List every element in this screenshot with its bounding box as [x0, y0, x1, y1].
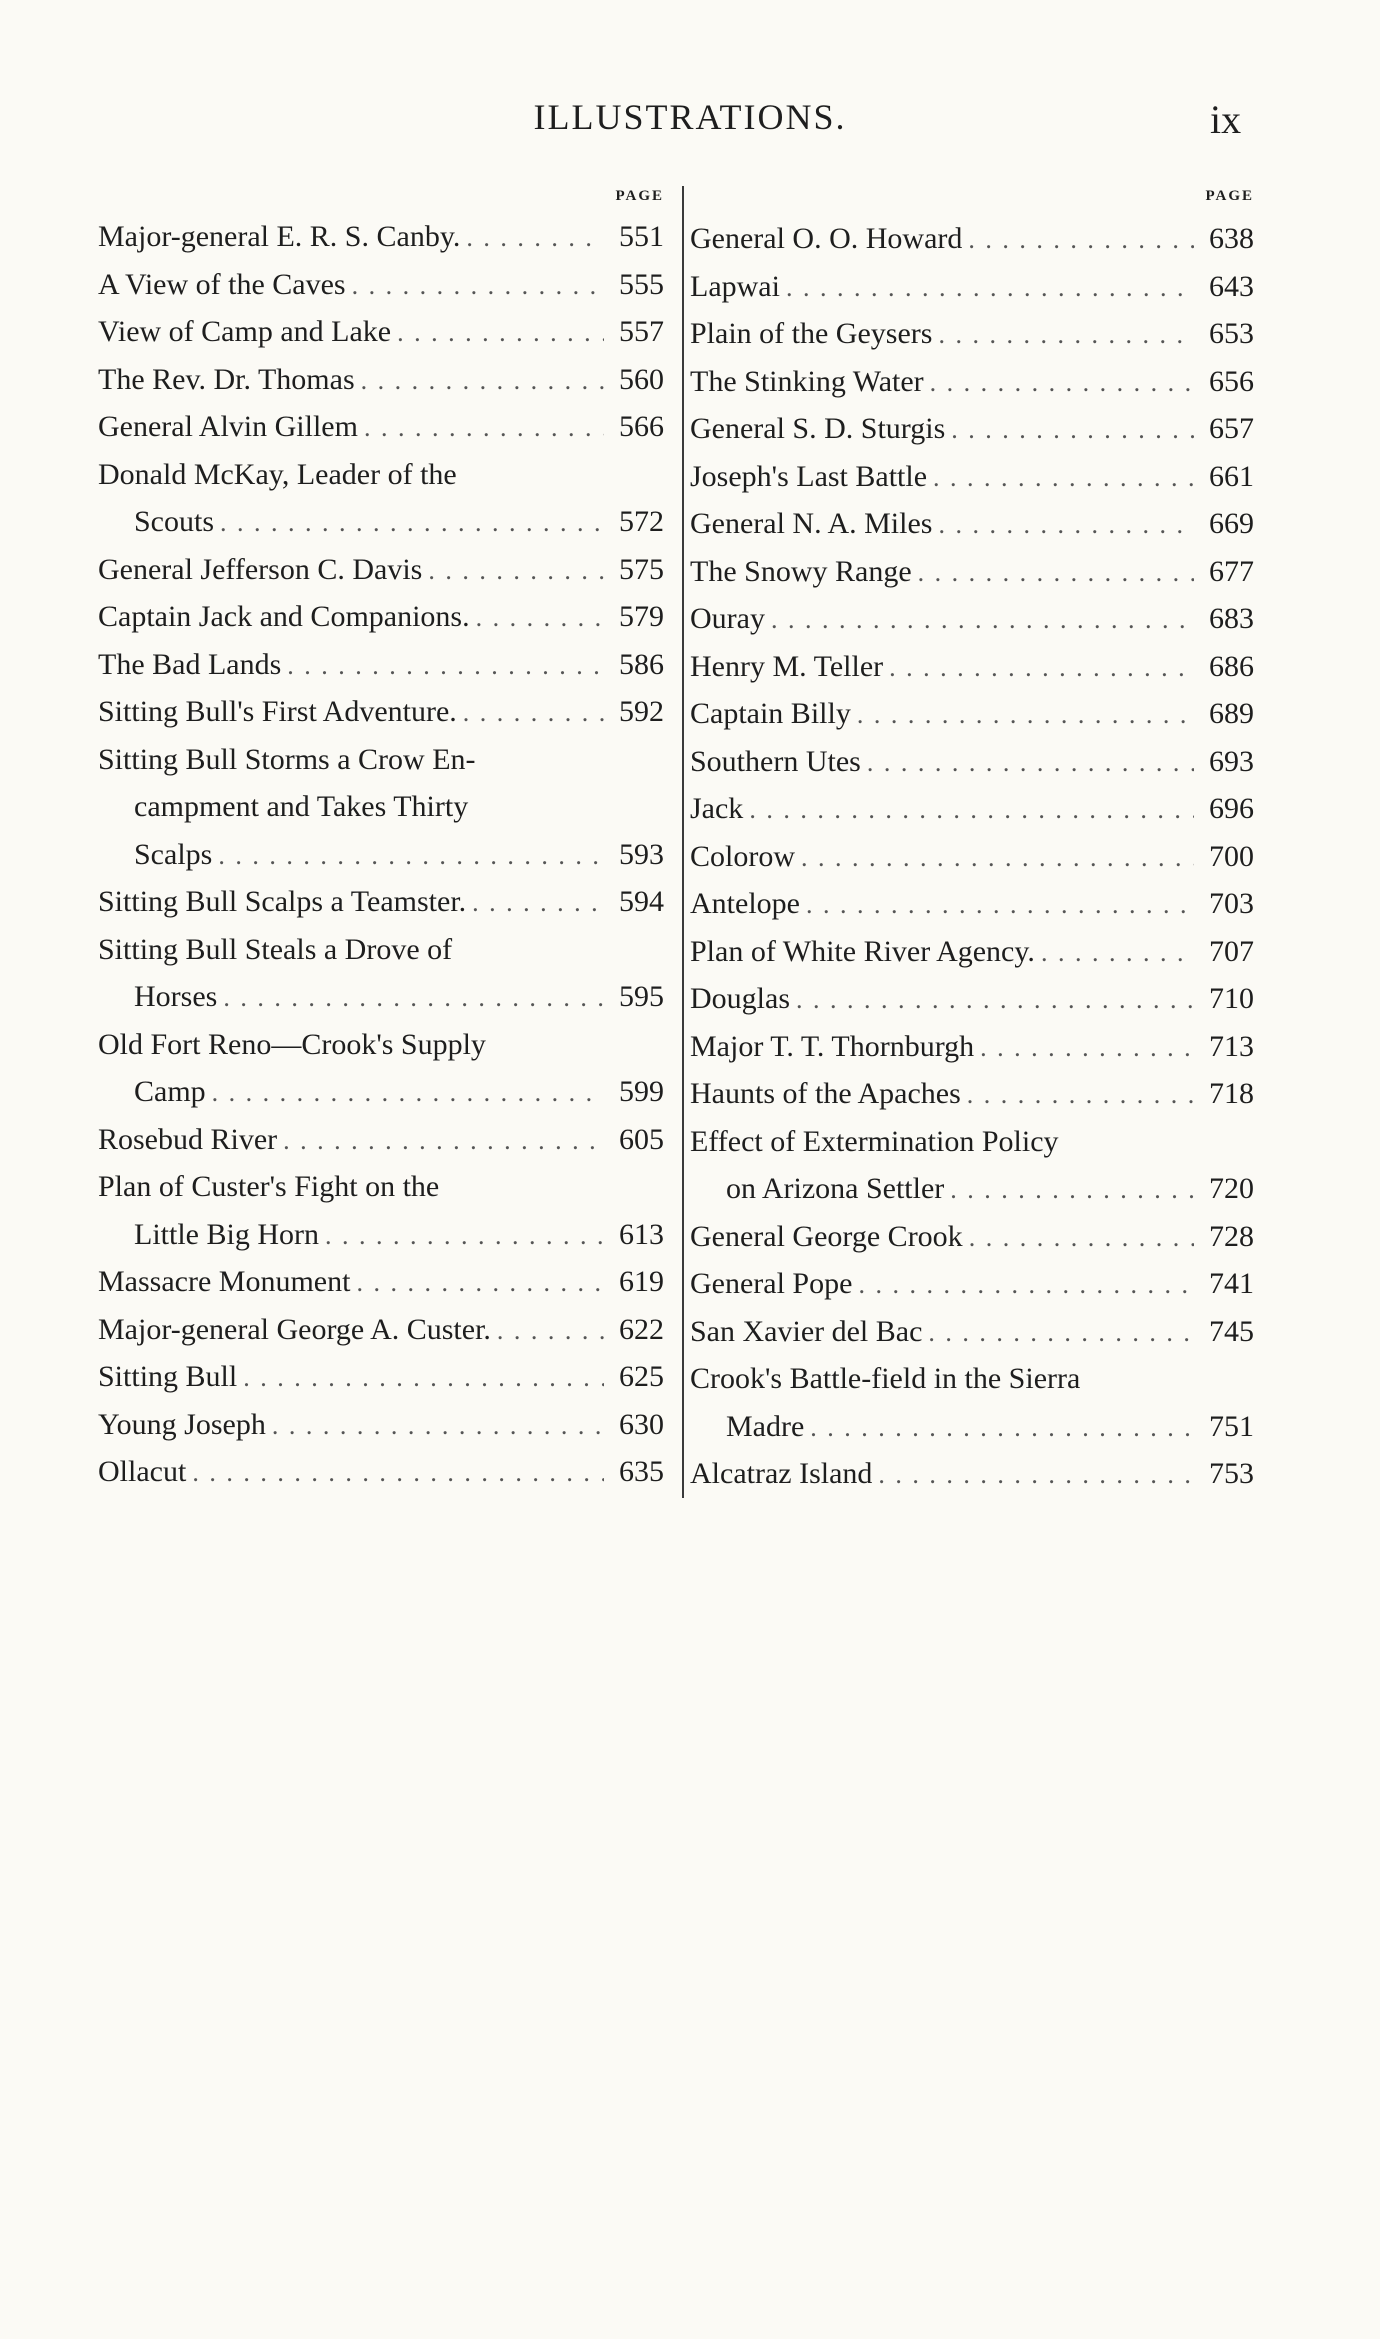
list-item — [690, 1220, 1254, 1268]
page-ref: 605 — [619, 1122, 664, 1156]
illustration-title: General Pope — [690, 1267, 853, 1300]
illustration-title: General Jefferson C. Davis — [98, 552, 423, 586]
dot-leader — [218, 841, 604, 871]
list-item — [690, 935, 1254, 983]
page-ref: 560 — [619, 362, 664, 396]
dot-leader — [428, 556, 604, 586]
dot-leader — [212, 1078, 604, 1108]
list-item — [98, 268, 664, 316]
page-header — [0, 96, 1380, 146]
page-ref: 572 — [619, 505, 664, 538]
illustration-title: Madre — [726, 1409, 805, 1443]
illustration-title: Scalps — [134, 837, 213, 871]
list-item — [98, 1455, 664, 1503]
illustration-title: Scouts — [134, 505, 215, 538]
dot-leader — [771, 605, 1194, 635]
illustration-title: Ollacut — [98, 1455, 187, 1488]
list-item — [98, 1408, 664, 1456]
dot-leader — [980, 1033, 1194, 1063]
page-ref: 586 — [619, 647, 664, 681]
illustration-title: Antelope — [690, 887, 800, 920]
list-item — [98, 1028, 664, 1076]
page-ref: 593 — [619, 837, 664, 871]
illustration-title: Camp — [134, 1075, 206, 1108]
dot-leader — [283, 1126, 604, 1156]
illustration-title: General George Crook — [690, 1219, 963, 1253]
dot-leader — [749, 795, 1194, 825]
illustration-title: General N. A. Miles — [690, 507, 933, 540]
page-ref: 613 — [619, 1217, 664, 1251]
page-ref: 625 — [619, 1360, 664, 1393]
list-item — [98, 695, 664, 743]
page-ref: 622 — [619, 1312, 664, 1346]
page-ref: 661 — [1209, 459, 1254, 493]
illustration-title: Massacre Monument — [98, 1265, 351, 1298]
page-ref: 630 — [619, 1407, 664, 1441]
right-column — [690, 188, 1254, 1505]
page-ref: 638 — [1209, 222, 1254, 255]
page-ref: 594 — [619, 885, 664, 918]
page-ref: 566 — [619, 410, 664, 443]
list-item — [690, 317, 1254, 365]
page-ref: 753 — [1209, 1457, 1254, 1490]
dot-leader — [466, 223, 604, 253]
page-ref: 703 — [1209, 887, 1254, 920]
list-item — [690, 792, 1254, 840]
page-ref: 653 — [1209, 317, 1254, 350]
list-item — [98, 1123, 664, 1171]
list-item — [98, 933, 664, 981]
illustration-title: Little Big Horn — [134, 1217, 319, 1251]
dot-leader — [472, 888, 604, 918]
list-item — [98, 838, 664, 886]
list-item — [690, 412, 1254, 460]
page-ref: 700 — [1209, 839, 1254, 873]
dot-leader — [930, 368, 1194, 398]
page-column-heading: PAGE — [615, 188, 664, 204]
illustration-title: General Alvin Gillem — [98, 410, 358, 443]
illustration-list-left — [98, 220, 664, 1503]
page-ref: 595 — [619, 980, 664, 1013]
list-item — [690, 1315, 1254, 1363]
page-ref: 677 — [1209, 554, 1254, 588]
illustration-title: Plan of Custer's Fight on the — [98, 1170, 440, 1203]
illustration-title: View of Camp and Lake — [98, 315, 392, 348]
illustration-title: Effect of Extermination Policy — [690, 1124, 1059, 1158]
illustration-title: Sitting Bull Storms a Crow En- — [98, 742, 476, 776]
illustration-title: Sitting Bull — [98, 1360, 238, 1393]
page-ref: 751 — [1209, 1409, 1254, 1443]
list-item — [98, 315, 664, 363]
list-item — [98, 1218, 664, 1266]
list-item — [690, 982, 1254, 1030]
page-ref: 669 — [1209, 507, 1254, 540]
list-item — [98, 458, 664, 506]
page-ref: 741 — [1209, 1267, 1254, 1300]
page-ref: 557 — [619, 315, 664, 348]
page-ref: 707 — [1209, 934, 1254, 968]
list-item — [690, 1030, 1254, 1078]
dot-leader — [810, 1413, 1194, 1443]
dot-leader — [497, 1316, 604, 1346]
illustration-title: Joseph's Last Battle — [690, 459, 928, 493]
illustration-title: The Rev. Dr. Thomas — [98, 362, 355, 396]
list-item — [690, 1125, 1254, 1173]
page-column-heading: PAGE — [1205, 188, 1254, 204]
illustration-title: The Bad Lands — [98, 647, 282, 681]
list-item — [98, 1313, 664, 1361]
dot-leader — [352, 271, 604, 301]
list-item — [690, 745, 1254, 793]
list-item — [98, 505, 664, 553]
page-ref: 693 — [1209, 744, 1254, 778]
dot-leader — [796, 985, 1194, 1015]
dot-leader — [272, 1411, 604, 1441]
illustration-title: Captain Jack and Companions. — [98, 600, 470, 633]
list-item — [690, 555, 1254, 603]
illustration-title: Alcatraz Island — [690, 1457, 873, 1490]
list-item — [690, 697, 1254, 745]
dot-leader — [857, 700, 1194, 730]
dot-leader — [1041, 938, 1194, 968]
page-ref: 720 — [1209, 1172, 1254, 1205]
list-item — [690, 507, 1254, 555]
dot-leader — [192, 1458, 604, 1488]
list-item — [98, 743, 664, 791]
list-item — [98, 648, 664, 696]
page-ref: 599 — [619, 1075, 664, 1108]
list-item — [98, 410, 664, 458]
dot-leader — [397, 318, 604, 348]
list-item — [690, 1267, 1254, 1315]
list-item — [690, 840, 1254, 888]
page-ref: 643 — [1209, 269, 1254, 303]
illustration-title: Young Joseph — [98, 1407, 266, 1441]
page-ref: 745 — [1209, 1314, 1254, 1348]
page-ref: 683 — [1209, 602, 1254, 635]
dot-leader — [918, 558, 1194, 588]
page-ref: 696 — [1209, 792, 1254, 825]
dot-leader — [220, 508, 604, 538]
list-item — [98, 790, 664, 838]
dot-leader — [867, 748, 1194, 778]
illustration-title: Donald McKay, Leader of the — [98, 457, 457, 491]
illustration-title: Lapwai — [690, 269, 780, 303]
list-item — [690, 1077, 1254, 1125]
page-ref: 718 — [1209, 1077, 1254, 1110]
dot-leader — [364, 413, 604, 443]
list-item — [690, 1457, 1254, 1505]
illustration-title: Captain Billy — [690, 697, 851, 730]
list-item — [98, 1075, 664, 1123]
illustration-title: A View of the Caves — [98, 267, 346, 301]
illustration-title: Major T. T. Thornburgh — [690, 1029, 975, 1063]
list-item — [690, 270, 1254, 318]
illustration-title: Horses — [134, 980, 218, 1013]
dot-leader — [476, 603, 604, 633]
page-ref: 579 — [619, 600, 664, 633]
illustration-title: on Arizona Settler — [726, 1172, 945, 1205]
illustration-title: Colorow — [690, 839, 795, 873]
page-ref: 619 — [619, 1265, 664, 1298]
page-ref: 592 — [619, 695, 664, 728]
illustration-title: General S. D. Sturgis — [690, 412, 946, 445]
illustration-title: San Xavier del Bac — [690, 1314, 923, 1348]
list-item — [690, 222, 1254, 270]
page-ref: 728 — [1209, 1219, 1254, 1253]
illustration-title: Southern Utes — [690, 744, 861, 778]
page-ref: 710 — [1209, 982, 1254, 1015]
list-item — [690, 1362, 1254, 1410]
column-divider — [682, 186, 684, 1498]
illustration-title: Sitting Bull Scalps a Teamster. — [98, 885, 467, 918]
page-ref: 686 — [1209, 649, 1254, 683]
page-ref: 575 — [619, 552, 664, 586]
illustration-title: Sitting Bull Steals a Drove of — [98, 932, 453, 966]
list-item — [98, 553, 664, 601]
dot-leader — [801, 843, 1194, 873]
dot-leader — [786, 273, 1194, 303]
illustration-title: Crook's Battle-field in the Sierra — [690, 1362, 1081, 1395]
list-item — [98, 1265, 664, 1313]
dot-leader — [878, 1460, 1194, 1490]
left-column — [98, 188, 664, 1503]
illustration-title: Plain of the Geysers — [690, 317, 933, 350]
dot-leader — [968, 225, 1194, 255]
illustration-title: Major-general George A. Custer. — [98, 1312, 491, 1346]
page-ref: 689 — [1209, 697, 1254, 730]
dot-leader — [928, 1318, 1194, 1348]
illustration-title: Sitting Bull's First Adventure. — [98, 695, 457, 728]
list-item — [98, 1170, 664, 1218]
list-item — [98, 885, 664, 933]
list-item — [98, 1360, 664, 1408]
dot-leader — [938, 510, 1194, 540]
illustration-list-right — [690, 222, 1254, 1505]
list-item — [98, 980, 664, 1028]
illustration-title: campment and Takes Thirty — [134, 790, 469, 823]
list-item — [690, 1172, 1254, 1220]
page-ref: 551 — [619, 220, 664, 253]
illustration-title: Rosebud River — [98, 1122, 278, 1156]
illustration-title: Major-general E. R. S. Canby. — [98, 220, 461, 253]
list-item — [690, 1410, 1254, 1458]
illustration-title: Henry M. Teller — [690, 649, 884, 683]
dot-leader — [243, 1363, 604, 1393]
illustration-title: Douglas — [690, 982, 790, 1015]
dot-leader — [967, 1080, 1194, 1110]
dot-leader — [889, 653, 1194, 683]
page-ref: 657 — [1209, 412, 1254, 445]
page-ref: 555 — [619, 267, 664, 301]
list-item — [98, 363, 664, 411]
dot-leader — [933, 463, 1194, 493]
page-ref: 656 — [1209, 364, 1254, 398]
list-item — [690, 365, 1254, 413]
dot-leader — [858, 1270, 1194, 1300]
page-ref: 713 — [1209, 1029, 1254, 1063]
dot-leader — [361, 366, 604, 396]
dot-leader — [950, 1175, 1194, 1205]
dot-leader — [287, 651, 604, 681]
illustration-title: Old Fort Reno—Crook's Supply — [98, 1027, 486, 1061]
page-number: ix — [1210, 97, 1242, 142]
dot-leader — [938, 320, 1194, 350]
dot-leader — [806, 890, 1194, 920]
illustration-title: General O. O. Howard — [690, 222, 963, 255]
dot-leader — [951, 415, 1194, 445]
list-item — [690, 460, 1254, 508]
list-item — [98, 600, 664, 648]
running-title: ILLUSTRATIONS. — [533, 97, 847, 137]
list-item — [690, 887, 1254, 935]
illustration-title: The Stinking Water — [690, 364, 924, 398]
illustration-title: Haunts of the Apaches — [690, 1077, 961, 1110]
dot-leader — [969, 1223, 1194, 1253]
illustration-title: Jack — [690, 792, 744, 825]
page-ref: 635 — [619, 1455, 664, 1488]
dot-leader — [325, 1221, 604, 1251]
illustration-title: The Snowy Range — [690, 554, 912, 588]
illustration-title: Plan of White River Agency. — [690, 934, 1035, 968]
dot-leader — [463, 698, 604, 728]
dot-leader — [223, 983, 604, 1013]
list-item — [98, 220, 664, 268]
illustration-title: Ouray — [690, 602, 765, 635]
list-item — [690, 650, 1254, 698]
dot-leader — [356, 1268, 604, 1298]
list-item — [690, 602, 1254, 650]
